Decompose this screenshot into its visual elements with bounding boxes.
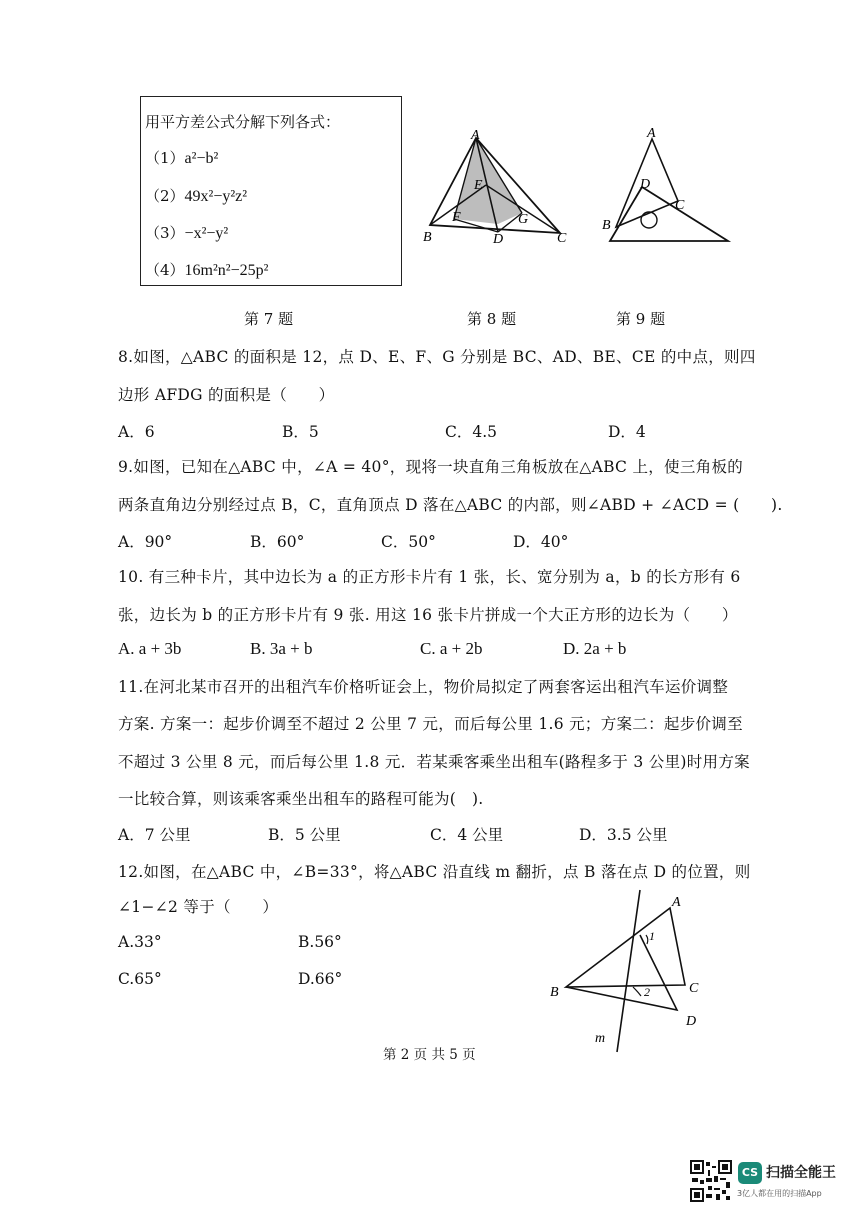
question-11-line-1: 11.在河北某市召开的出租汽车价格听证会上，物价局拟定了两套客运出租汽车运价调整 bbox=[118, 678, 729, 696]
question-8-option-b: B．5 bbox=[282, 423, 319, 441]
question-12-option-b: B.56° bbox=[298, 933, 342, 951]
question-11-option-b: B．5 公里 bbox=[268, 826, 341, 844]
question-11-line-4: 一比较合算，则该乘客乘坐出租车的路程可能为( ). bbox=[118, 790, 484, 808]
question-12-line-2: ∠1−∠2 等于（ ） bbox=[118, 898, 279, 916]
scanner-app-name: 扫描全能王 bbox=[766, 1165, 836, 1181]
scanner-logo-badge: CS bbox=[738, 1162, 762, 1184]
fig12-angle-1: 1 bbox=[649, 929, 655, 943]
question-10-option-d: D. 2a + b bbox=[563, 639, 627, 658]
question-9-option-b: B．60° bbox=[250, 533, 305, 551]
question-8-line-2: 边形 AFDG 的面积是（ ） bbox=[118, 386, 335, 404]
question-12-option-c: C.65° bbox=[118, 970, 162, 988]
fig8-label-f: F bbox=[452, 210, 461, 225]
fig9-label-a: A bbox=[647, 126, 656, 141]
question-10-line-1: 10. 有三种卡片，其中边长为 a 的正方形卡片有 1 张，长、宽分别为 a，b 的长方形有 6 bbox=[118, 568, 741, 586]
page-footer: 第 2 页 共 5 页 bbox=[383, 1047, 476, 1063]
fig9-label-d: D bbox=[640, 177, 651, 192]
fig12-label-a: A bbox=[672, 895, 681, 910]
question-10-line-2: 张，边长为 b 的正方形卡片有 9 张. 用这 16 张卡片拼成一个大正方形的边长为（ ） bbox=[118, 606, 738, 624]
scanner-tagline: 3亿人都在用的扫描App bbox=[737, 1189, 822, 1198]
fig8-label-e: E bbox=[474, 178, 483, 193]
question-10-option-b: B. 3a + b bbox=[250, 639, 313, 658]
question-8-option-a: A．6 bbox=[118, 423, 155, 441]
question-11-option-c: C．4 公里 bbox=[430, 826, 504, 844]
figure-9 bbox=[600, 125, 735, 250]
question-8-option-c: C．4.5 bbox=[445, 423, 498, 441]
question-12-option-d: D.66° bbox=[298, 970, 343, 988]
question-7-title: 用平方差公式分解下列各式： bbox=[145, 113, 341, 131]
question-9-option-d: D．40° bbox=[513, 533, 569, 551]
fig12-label-m: m bbox=[595, 1031, 606, 1046]
fig12-label-b: B bbox=[550, 985, 559, 1000]
question-10-option-c: C. a + 2b bbox=[420, 639, 483, 658]
caption-question-7: 第 7 题 bbox=[244, 310, 294, 328]
scanner-watermark bbox=[690, 1160, 850, 1205]
question-11-line-2: 方案. 方案一：起步价调至不超过 2 公里 7 元，而后每公里 1.6 元；方案二：起步价调至 bbox=[118, 715, 743, 733]
question-10-option-a: A. a + 3b bbox=[118, 639, 182, 658]
question-7-item-3: （3）−x²−y² bbox=[145, 224, 229, 242]
fig12-label-c: C bbox=[689, 981, 699, 996]
question-7-box bbox=[140, 96, 402, 286]
question-8-line-1: 8.如图，△ABC 的面积是 12，点 D、E、F、G 分别是 BC、AD、BE、CE 的中点，则四 bbox=[118, 348, 756, 366]
question-7-item-2: （2）49x²−y²z² bbox=[145, 187, 248, 205]
fig8-label-a: A bbox=[471, 128, 480, 143]
caption-question-9: 第 9 题 bbox=[616, 310, 666, 328]
question-11-option-d: D．3.5 公里 bbox=[579, 826, 668, 844]
fig12-label-d: D bbox=[686, 1014, 697, 1029]
question-12-line-1: 12.如图，在△ABC 中，∠B=33°，将△ABC 沿直线 m 翻折，点 B 落在点 D 的位置，则 bbox=[118, 863, 751, 881]
fig9-label-b: B bbox=[602, 218, 611, 233]
fig8-label-b: B bbox=[423, 230, 432, 245]
question-11-option-a: A．7 公里 bbox=[118, 826, 191, 844]
fig9-label-c: C bbox=[675, 198, 685, 213]
question-9-line-2: 两条直角边分别经过点 B，C，直角顶点 D 落在△ABC 的内部，则∠ABD + ∠ACD = ( ). bbox=[118, 496, 783, 514]
caption-question-8: 第 8 题 bbox=[467, 310, 517, 328]
question-7-item-4: （4）16m²n²−25p² bbox=[145, 261, 269, 279]
figure-12 bbox=[540, 880, 720, 1060]
fig8-label-c: C bbox=[557, 231, 567, 246]
fig8-label-d: D bbox=[493, 232, 504, 247]
question-8-option-d: D．4 bbox=[608, 423, 646, 441]
qr-code-icon bbox=[690, 1160, 732, 1202]
question-11-line-3: 不超过 3 公里 8 元，而后每公里 1.8 元．若某乘客乘坐出租车(路程多于 3 公里)时用方案 bbox=[118, 753, 750, 771]
question-9-line-1: 9.如图，已知在△ABC 中，∠A = 40°，现将一块直角三角板放在△ABC 上，使三角板的 bbox=[118, 458, 744, 476]
question-9-option-a: A．90° bbox=[118, 533, 173, 551]
question-9-option-c: C．50° bbox=[381, 533, 436, 551]
question-7-item-1: （1）a²−b² bbox=[145, 149, 219, 167]
fig12-angle-2: 2 bbox=[644, 985, 650, 999]
question-12-option-a: A.33° bbox=[118, 933, 162, 951]
fig8-label-g: G bbox=[518, 212, 529, 227]
figure-8 bbox=[420, 125, 580, 250]
